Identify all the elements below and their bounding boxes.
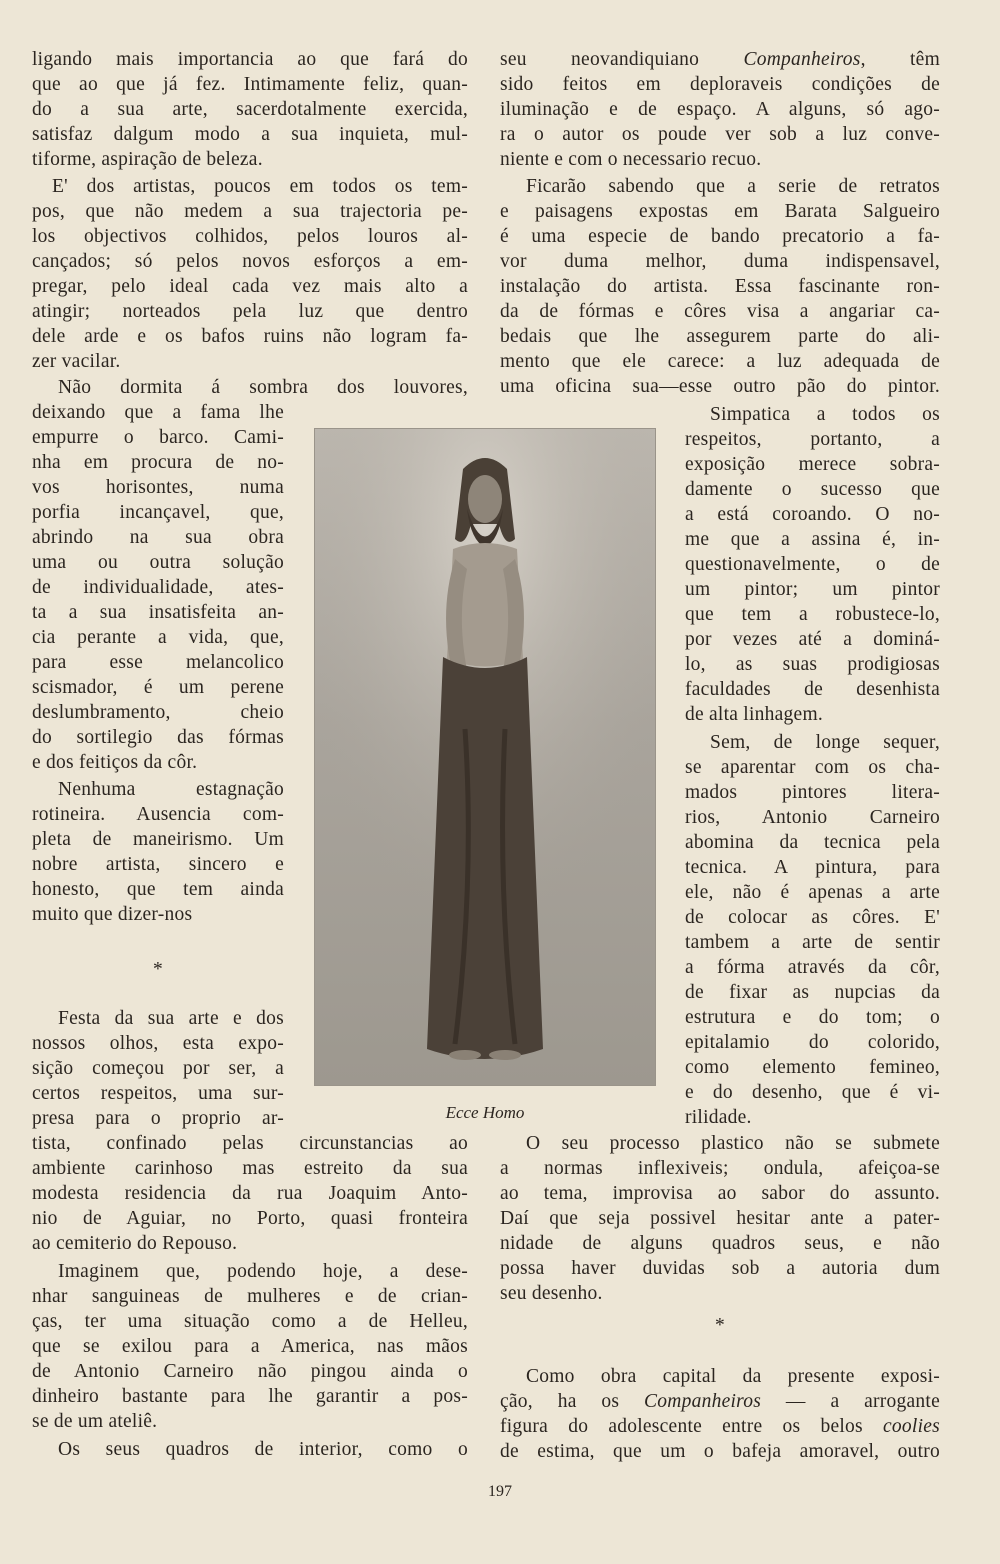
text-line: tambem a arte de sentir (685, 932, 940, 953)
text-line: ligando mais importancia ao que fará do (32, 49, 468, 70)
text-line: deslumbramento, cheio (32, 702, 284, 723)
text-line: vos horisontes, numa (32, 477, 284, 498)
text-line: Imaginem que, podendo hoje, a dese- (58, 1261, 468, 1282)
text-line: ças, ter uma situação como a de Helleu, (32, 1311, 468, 1332)
text-line: epitalamio do colorido, (685, 1032, 940, 1053)
text-line: que se exilou para a America, nas mãos (32, 1336, 468, 1357)
text-line: abrindo na sua obra (32, 527, 284, 548)
text-line: uma ou outra solução (32, 552, 284, 573)
text-line: tista, confinado pelas circunstancias ao (32, 1133, 468, 1154)
text-line: presa para o proprio ar- (32, 1108, 284, 1129)
text-line: modesta residencia da rua Joaquim Anto- (32, 1183, 468, 1204)
text-line: cia perante a vida, que, (32, 627, 284, 648)
text-line: pregar, pelo ideal cada vez mais alto a (32, 276, 468, 297)
text-line: honesto, que tem ainda (32, 879, 284, 900)
text-line: a normas inflexiveis; ondula, afeiçoa-se (500, 1158, 940, 1179)
text-line: mento que ele carece: a luz adequada de (500, 351, 940, 372)
text-line: dinheiro bastante para lhe garantir a pos- (32, 1386, 468, 1407)
text-line: uma oficina sua—esse outro pão do pintor. (500, 376, 940, 397)
text-line: se de um ateliê. (32, 1411, 158, 1432)
text-line: de Antonio Carneiro não pingou ainda o (32, 1361, 468, 1382)
text-line: atingir; norteados pela luz que dentro (32, 301, 468, 322)
text-line: respeitos, portanto, a (685, 429, 940, 450)
text-line: ambiente carinhoso mas estreito da sua (32, 1158, 468, 1179)
text-line: como elemento femineo, (685, 1057, 940, 1078)
text-line: empurre o barco. Cami- (32, 427, 284, 448)
text-line: dele arde e os bafos ruins não logram fa- (32, 326, 468, 347)
text-line: da de fórmas e côres visa a angariar ca- (500, 301, 940, 322)
text-line: * (153, 959, 163, 980)
text-line: de alta linhagem. (685, 704, 823, 725)
text-line: tecnica. A pintura, para (685, 857, 940, 878)
text-line: niente e com o necessario recuo. (500, 149, 762, 170)
text-line: Festa da sua arte e dos (58, 1008, 284, 1029)
text-line: Como obra capital da presente exposi- (526, 1366, 940, 1387)
text-line: O seu processo plastico não se submete (526, 1133, 940, 1154)
text-line: mados pintores litera- (685, 782, 940, 803)
text-line: * (715, 1315, 725, 1336)
text-line: se aparentar com os cha- (685, 757, 940, 778)
text-line: ele, não é apenas a arte (685, 882, 940, 903)
text-line: seu desenho. (500, 1283, 603, 1304)
text-line: um pintor; um pintor (685, 579, 940, 600)
text-line: Ficarão sabendo que a serie de retratos (526, 176, 940, 197)
text-line: do a sua arte, sacerdotalmente exercida, (32, 99, 468, 120)
text-line: a fórma através da côr, (685, 957, 940, 978)
text-line: faculdades de desenhista (685, 679, 940, 700)
text-line: nhar sanguineas de mulheres e de crian- (32, 1286, 468, 1307)
text-line: instalação do artista. Essa fascinante ron- (500, 276, 940, 297)
text-line: que tem a robustece-lo, (685, 604, 940, 625)
text-line: nio de Aguiar, no Porto, quasi fronteira (32, 1208, 468, 1229)
text-line: rios, Antonio Carneiro (685, 807, 940, 828)
text-line: seu neovandiquiano Companheiros, têm (500, 49, 940, 70)
text-line: que ao que já fez. Intimamente feliz, quan- (32, 74, 468, 95)
text-line: nha em procura de no- (32, 452, 284, 473)
figure-caption: Ecce Homo (445, 1103, 525, 1122)
text-line: Simpatica a todos os (710, 404, 940, 425)
text-line: damente o sucesso que (685, 479, 940, 500)
text-line: certos respeitos, uma sur- (32, 1083, 284, 1104)
text-line: rilidade. (685, 1107, 752, 1128)
text-line: E' dos artistas, poucos em todos os tem- (52, 176, 468, 197)
text-line: porfia incançavel, que, (32, 502, 284, 523)
text-line: por vezes até a dominá- (685, 629, 940, 650)
text-line: Nenhuma estagnação (58, 779, 284, 800)
text-line: estrutura e do tom; o (685, 1007, 940, 1028)
text-line: pos, que não medem a sua trajectoria pe- (32, 201, 468, 222)
page-number: 197 (488, 1483, 512, 1500)
text-line: deixando que a fama lhe (32, 402, 284, 423)
text-line: nidade de alguns quadros seus, e não (500, 1233, 940, 1254)
text-line: Não dormita á sombra dos louvores, (58, 377, 468, 398)
text-line: lo, as suas prodigiosas (685, 654, 940, 675)
text-line: me que a assina é, in- (685, 529, 940, 550)
text-line: iluminação e de espaço. A alguns, só ago- (500, 99, 940, 120)
text-line: vor duma melhor, duma indispensavel, (500, 251, 940, 272)
text-line: e paisagens expostas em Barata Salgueiro (500, 201, 940, 222)
text-line: exposição merece sobra- (685, 454, 940, 475)
text-line: de estima, que um o bafeja amoravel, outro (500, 1441, 940, 1462)
text-line: de fixar as nupcias da (685, 982, 940, 1003)
text-line: possa haver duvidas sob a autoria dum (500, 1258, 940, 1279)
text-line: de colocar as côres. E' (685, 907, 940, 928)
text-line: ao tema, improvisa ao sabor do assunto. (500, 1183, 940, 1204)
text-line: nobre artista, sincero e (32, 854, 284, 875)
text-line: cançados; só pelos novos esforços a em- (32, 251, 468, 272)
text-line: satisfaz dalgum modo a sua inquieta, mul- (32, 124, 468, 145)
text-line: zer vacilar. (32, 351, 121, 372)
text-line: ao cemiterio do Repouso. (32, 1233, 238, 1254)
text-line: nossos olhos, esta expo- (32, 1033, 284, 1054)
text-line: questionavelmente, o de (685, 554, 940, 575)
text-line: ta a sua insatisfeita an- (32, 602, 284, 623)
text-line: ção, ha os Companheiros — a arrogante (500, 1391, 940, 1412)
text-line: pleta de maneirismo. Um (32, 829, 284, 850)
text-line: Os seus quadros de interior, como o (58, 1439, 468, 1460)
text-line: a está coroando. O no- (685, 504, 940, 525)
text-line: do sortilegio das fórmas (32, 727, 284, 748)
text-line: los objectivos colhidos, pelos louros al- (32, 226, 468, 247)
text-line: sido feitos em deploraveis condições de (500, 74, 940, 95)
text-line: sição começou por ser, a (32, 1058, 284, 1079)
text-line: muito que dizer-nos (32, 904, 193, 925)
text-line: e dos feitiços da côr. (32, 752, 198, 773)
text-line: é uma especie de bando precatorio a fa- (500, 226, 940, 247)
text-line: scismador, é um perene (32, 677, 284, 698)
text-line: para esse melancolico (32, 652, 284, 673)
text-line: ra o autor os poude ver sob a luz conve- (500, 124, 940, 145)
text-line: de individualidade, ates- (32, 577, 284, 598)
text-line: Sem, de longe sequer, (710, 732, 940, 753)
text-line: Daí que seja possivel hesitar ante a pater- (500, 1208, 940, 1229)
text-line: abomina da tecnica pela (685, 832, 940, 853)
text-line: rotineira. Ausencia com- (32, 804, 284, 825)
ecce-homo-photograph (314, 428, 656, 1086)
text-line: bedais que lhe assegurem parte do ali- (500, 326, 940, 347)
text-line: tiforme, aspiração de beleza. (32, 149, 263, 170)
text-line: figura do adolescente entre os belos coolies (500, 1416, 940, 1437)
text-line: e do desenho, que é vi- (685, 1082, 940, 1103)
